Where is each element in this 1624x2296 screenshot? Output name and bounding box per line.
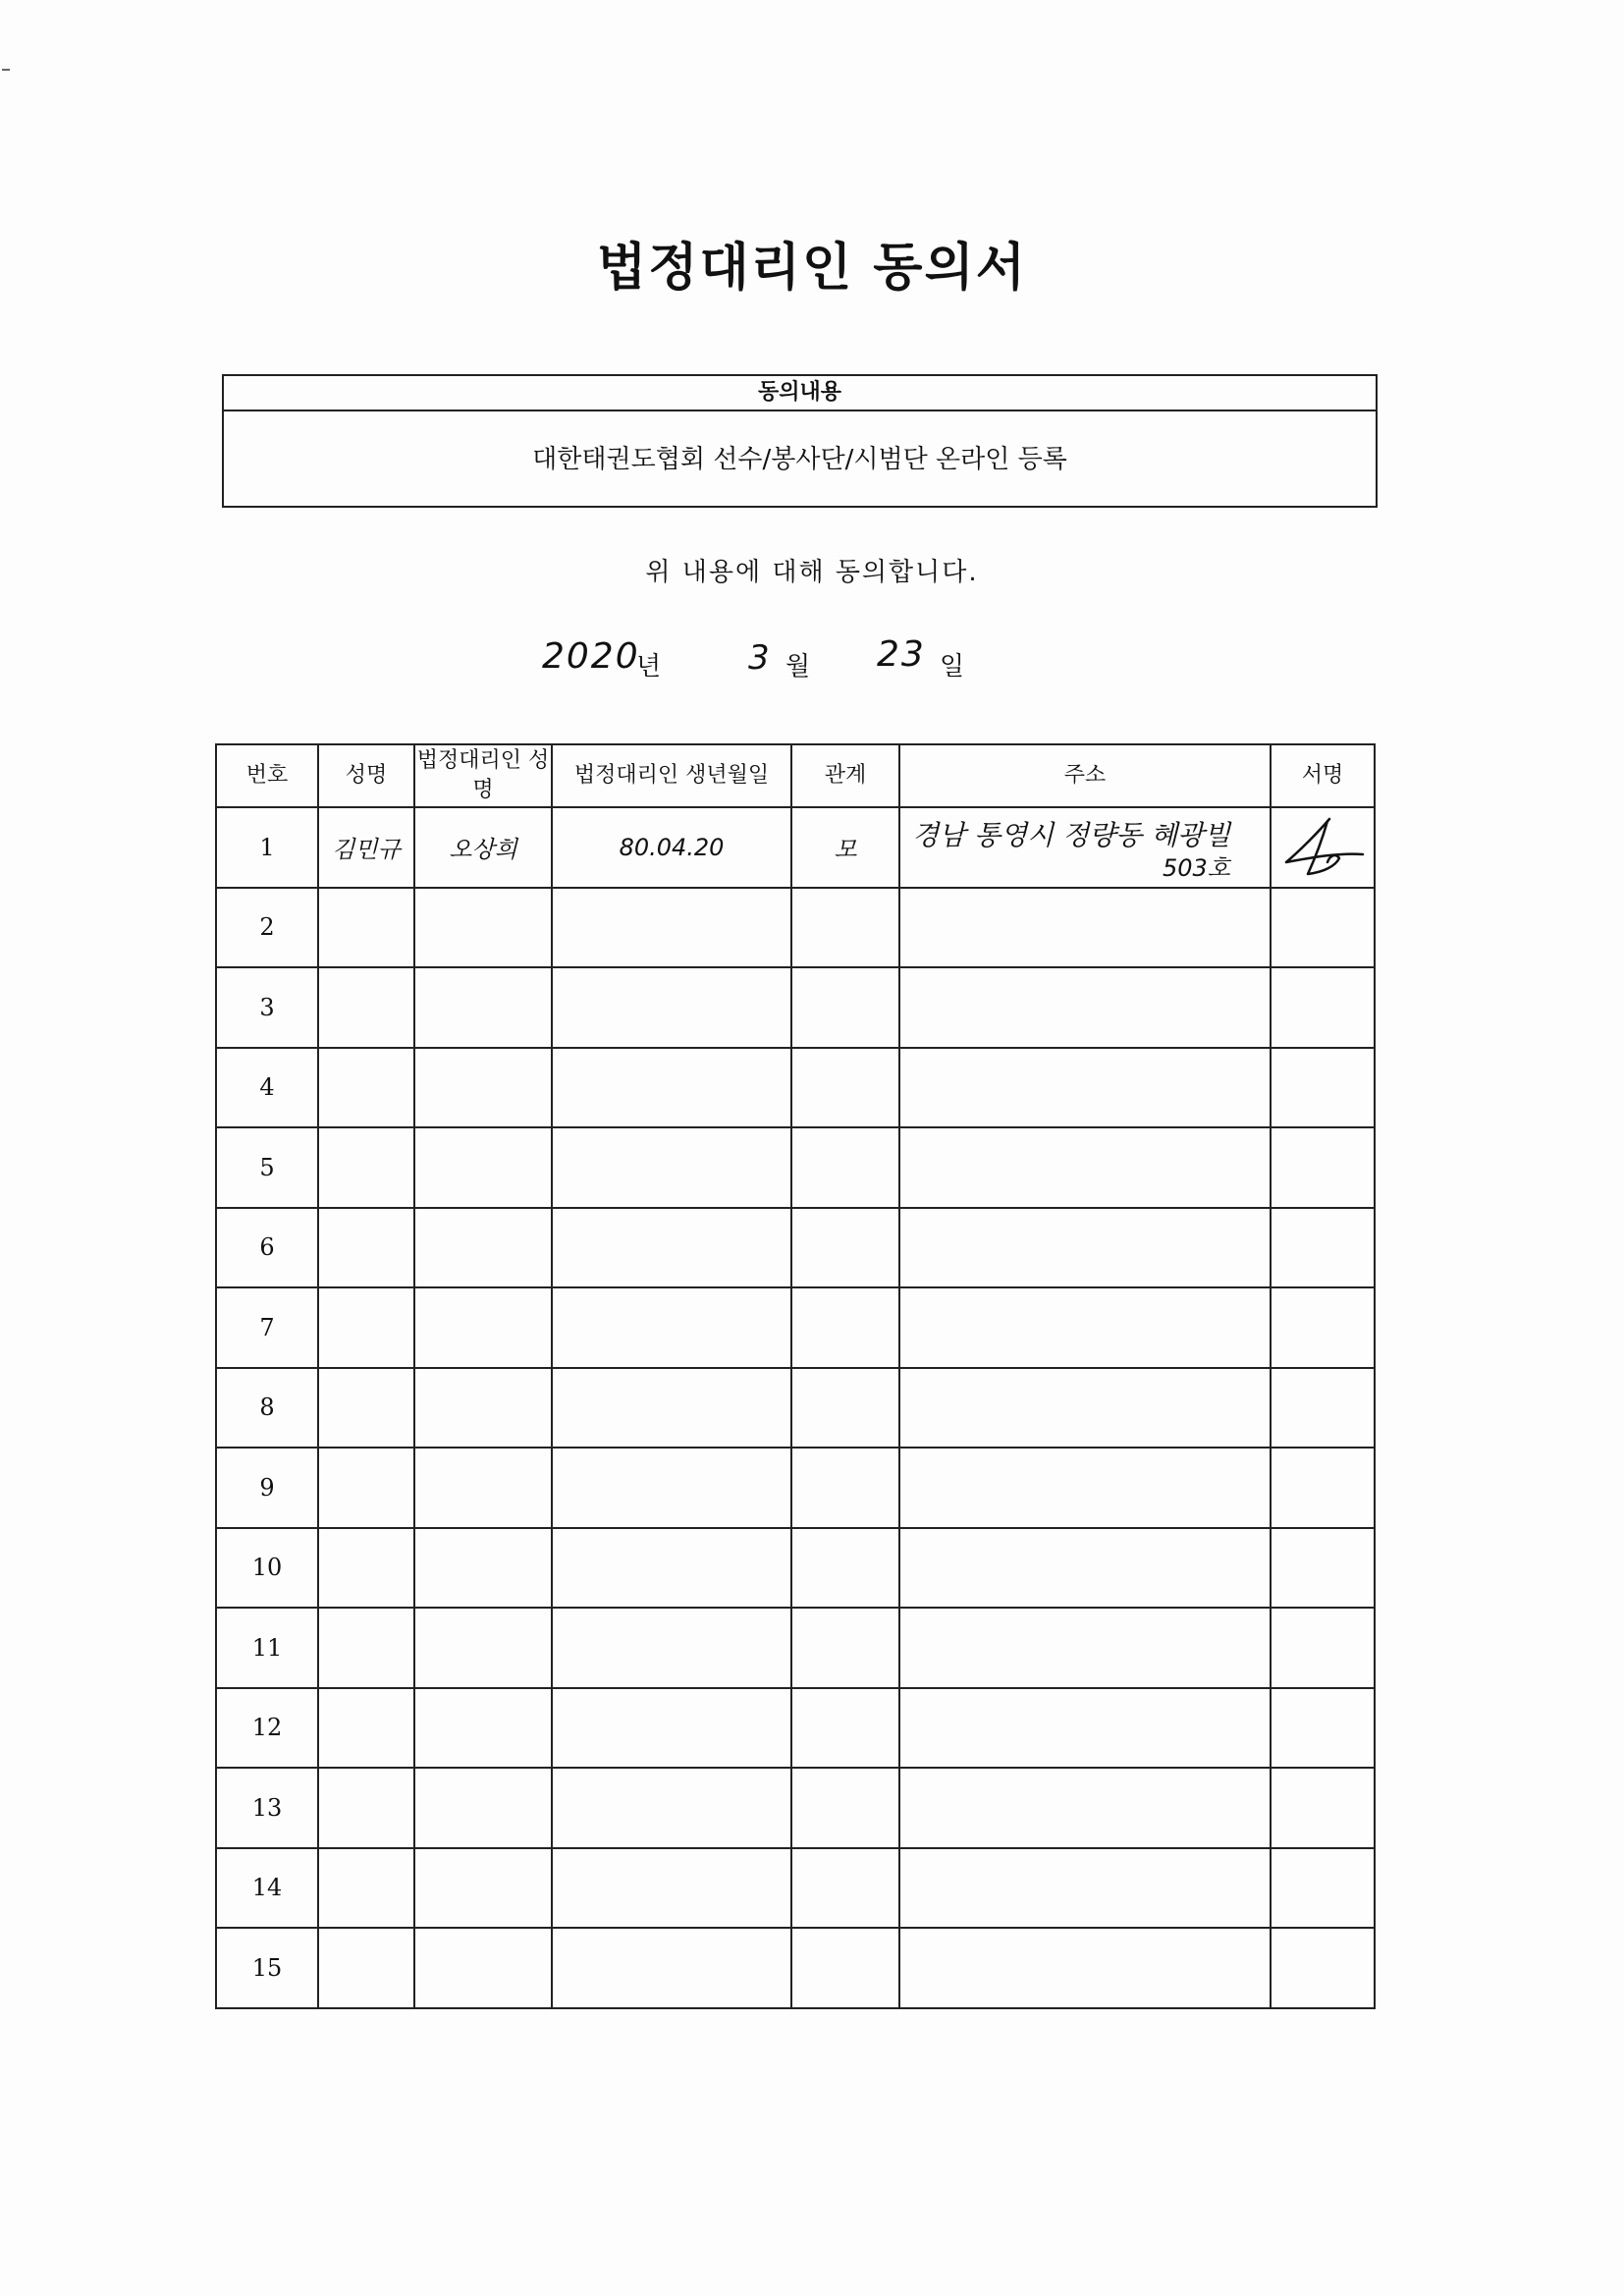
guardian-birthdate[interactable] bbox=[552, 1688, 791, 1769]
guardian-name[interactable] bbox=[414, 1368, 552, 1449]
signature[interactable] bbox=[1271, 1928, 1375, 2008]
participant-name[interactable] bbox=[318, 888, 414, 968]
guardian-birthdate[interactable] bbox=[552, 1208, 791, 1288]
relation[interactable] bbox=[791, 1287, 899, 1368]
handwritten-signature-icon bbox=[1278, 813, 1367, 882]
signature[interactable] bbox=[1271, 1048, 1375, 1128]
address[interactable] bbox=[899, 1768, 1271, 1848]
consent-content-box bbox=[222, 374, 1378, 508]
row-number: 12 bbox=[216, 1688, 318, 1769]
table-row bbox=[216, 807, 1375, 888]
row-number: 9 bbox=[216, 1448, 318, 1528]
guardian-birthdate[interactable] bbox=[552, 1368, 791, 1449]
signature[interactable] bbox=[1271, 1127, 1375, 1208]
header-guardian-name: 법정대리인 성명 bbox=[414, 744, 552, 807]
guardian-birthdate: 80.04.20 bbox=[552, 807, 791, 888]
table-row bbox=[216, 1688, 1375, 1769]
participant-name[interactable] bbox=[318, 1608, 414, 1688]
table-row bbox=[216, 1608, 1375, 1688]
header-signature: 서명 bbox=[1271, 744, 1375, 807]
relation[interactable] bbox=[791, 967, 899, 1048]
signature[interactable] bbox=[1271, 1208, 1375, 1288]
guardian-name[interactable] bbox=[414, 1127, 552, 1208]
guardian-birthdate[interactable] bbox=[552, 888, 791, 968]
address[interactable] bbox=[899, 1928, 1271, 2008]
row-number: 8 bbox=[216, 1368, 318, 1449]
relation[interactable] bbox=[791, 1048, 899, 1128]
date-month-label: 월 bbox=[785, 652, 811, 682]
relation[interactable] bbox=[791, 1448, 899, 1528]
address[interactable] bbox=[899, 1208, 1271, 1288]
relation[interactable] bbox=[791, 888, 899, 968]
address[interactable] bbox=[899, 967, 1271, 1048]
relation[interactable] bbox=[791, 1368, 899, 1449]
address[interactable] bbox=[899, 1127, 1271, 1208]
participant-name[interactable] bbox=[318, 1287, 414, 1368]
guardian-birthdate[interactable] bbox=[552, 1528, 791, 1609]
address-line-2: 503호 bbox=[1163, 853, 1230, 882]
header-guardian-birth: 법정대리인 생년월일 bbox=[552, 744, 791, 807]
address[interactable] bbox=[899, 1048, 1271, 1128]
table-row bbox=[216, 1928, 1375, 2008]
signature[interactable] bbox=[1271, 1448, 1375, 1528]
row-number: 7 bbox=[216, 1287, 318, 1368]
header-address: 주소 bbox=[899, 744, 1271, 807]
guardian-birthdate[interactable] bbox=[552, 1048, 791, 1128]
date-month-handwritten: 3 bbox=[748, 638, 770, 678]
date-day-handwritten: 23 bbox=[877, 634, 926, 675]
guardian-name[interactable] bbox=[414, 1448, 552, 1528]
participant-name: 김민규 bbox=[318, 807, 414, 888]
row-number: 2 bbox=[216, 888, 318, 968]
signing-date bbox=[0, 636, 1624, 685]
signature[interactable] bbox=[1271, 888, 1375, 968]
signature[interactable] bbox=[1271, 1848, 1375, 1929]
document-title: 법정대리인 동의서 bbox=[597, 239, 1027, 298]
participant-name[interactable] bbox=[318, 1048, 414, 1128]
guardian-name[interactable] bbox=[414, 1768, 552, 1848]
participant-name[interactable] bbox=[318, 1848, 414, 1929]
guardian-name[interactable] bbox=[414, 1688, 552, 1769]
signature[interactable] bbox=[1271, 1768, 1375, 1848]
guardian-name[interactable] bbox=[414, 888, 552, 968]
relation[interactable] bbox=[791, 1528, 899, 1609]
row-number: 6 bbox=[216, 1208, 318, 1288]
guardian-name[interactable] bbox=[414, 1848, 552, 1929]
address[interactable] bbox=[899, 1608, 1271, 1688]
table-row bbox=[216, 888, 1375, 968]
registration-table bbox=[215, 743, 1376, 2009]
participant-name[interactable] bbox=[318, 1768, 414, 1848]
participant-name[interactable] bbox=[318, 1368, 414, 1449]
address[interactable] bbox=[899, 888, 1271, 968]
row-number: 14 bbox=[216, 1848, 318, 1929]
participant-name[interactable] bbox=[318, 1127, 414, 1208]
table-row bbox=[216, 1768, 1375, 1848]
consent-content-header: 동의내용 bbox=[224, 376, 1376, 411]
address[interactable] bbox=[899, 1688, 1271, 1769]
signature[interactable] bbox=[1271, 1688, 1375, 1769]
guardian-name[interactable] bbox=[414, 1528, 552, 1609]
guardian-birthdate[interactable] bbox=[552, 1848, 791, 1929]
guardian-birthdate[interactable] bbox=[552, 1287, 791, 1368]
address[interactable] bbox=[899, 1287, 1271, 1368]
consent-content-body: 대한태권도협회 선수/봉사단/시범단 온라인 등록 bbox=[532, 445, 1067, 474]
signature[interactable] bbox=[1271, 1287, 1375, 1368]
relation[interactable] bbox=[791, 1768, 899, 1848]
row-number: 11 bbox=[216, 1608, 318, 1688]
relation[interactable] bbox=[791, 1928, 899, 2008]
relation[interactable] bbox=[791, 1208, 899, 1288]
address[interactable] bbox=[899, 1528, 1271, 1609]
table-header-row bbox=[216, 744, 1375, 807]
guardian-birthdate[interactable] bbox=[552, 1448, 791, 1528]
date-day-label: 일 bbox=[940, 652, 965, 682]
table-row bbox=[216, 1528, 1375, 1609]
guardian-birthdate[interactable] bbox=[552, 1127, 791, 1208]
guardian-birthdate[interactable] bbox=[552, 1928, 791, 2008]
relation[interactable] bbox=[791, 1608, 899, 1688]
address-line-1: 경남 통영시 정량동 혜광빌 bbox=[912, 819, 1231, 851]
relation[interactable] bbox=[791, 1688, 899, 1769]
table-row bbox=[216, 1287, 1375, 1368]
table-row bbox=[216, 967, 1375, 1048]
participant-name[interactable] bbox=[318, 1208, 414, 1288]
row-number: 3 bbox=[216, 967, 318, 1048]
date-year-handwritten: 2020 bbox=[542, 636, 640, 677]
scan-mark bbox=[2, 69, 10, 71]
guardian-name[interactable] bbox=[414, 1287, 552, 1368]
address[interactable] bbox=[899, 1448, 1271, 1528]
guardian-name[interactable] bbox=[414, 967, 552, 1048]
guardian-birthdate[interactable] bbox=[552, 1768, 791, 1848]
table-row bbox=[216, 1208, 1375, 1288]
signature bbox=[1271, 807, 1375, 888]
row-number: 15 bbox=[216, 1928, 318, 2008]
guardian-name[interactable] bbox=[414, 1208, 552, 1288]
table-row bbox=[216, 1848, 1375, 1929]
header-relation: 관계 bbox=[791, 744, 899, 807]
participant-name[interactable] bbox=[318, 1528, 414, 1609]
address bbox=[899, 807, 1271, 888]
table-row bbox=[216, 1368, 1375, 1449]
row-number: 5 bbox=[216, 1127, 318, 1208]
relation[interactable] bbox=[791, 1848, 899, 1929]
address[interactable] bbox=[899, 1368, 1271, 1449]
table-row bbox=[216, 1448, 1375, 1528]
relation[interactable] bbox=[791, 1127, 899, 1208]
guardian-name[interactable] bbox=[414, 1048, 552, 1128]
address[interactable] bbox=[899, 1848, 1271, 1929]
row-number: 13 bbox=[216, 1768, 318, 1848]
guardian-name[interactable] bbox=[414, 1608, 552, 1688]
participant-name[interactable] bbox=[318, 1688, 414, 1769]
signature[interactable] bbox=[1271, 1368, 1375, 1449]
guardian-name: 오상희 bbox=[414, 807, 552, 888]
row-number: 4 bbox=[216, 1048, 318, 1128]
guardian-birthdate[interactable] bbox=[552, 967, 791, 1048]
row-number: 10 bbox=[216, 1528, 318, 1609]
header-name: 성명 bbox=[318, 744, 414, 807]
date-year-label: 년 bbox=[636, 652, 662, 682]
table-row bbox=[216, 1048, 1375, 1128]
signature[interactable] bbox=[1271, 1528, 1375, 1609]
participant-name[interactable] bbox=[318, 1928, 414, 2008]
relation: 모 bbox=[791, 807, 899, 888]
guardian-birthdate[interactable] bbox=[552, 1608, 791, 1688]
signature[interactable] bbox=[1271, 1608, 1375, 1688]
header-no: 번호 bbox=[216, 744, 318, 807]
table-row bbox=[216, 1127, 1375, 1208]
participant-name[interactable] bbox=[318, 1448, 414, 1528]
participant-name[interactable] bbox=[318, 967, 414, 1048]
agreement-statement: 위 내용에 대해 동의합니다. bbox=[645, 558, 979, 587]
signature[interactable] bbox=[1271, 967, 1375, 1048]
row-number: 1 bbox=[216, 807, 318, 888]
guardian-name[interactable] bbox=[414, 1928, 552, 2008]
